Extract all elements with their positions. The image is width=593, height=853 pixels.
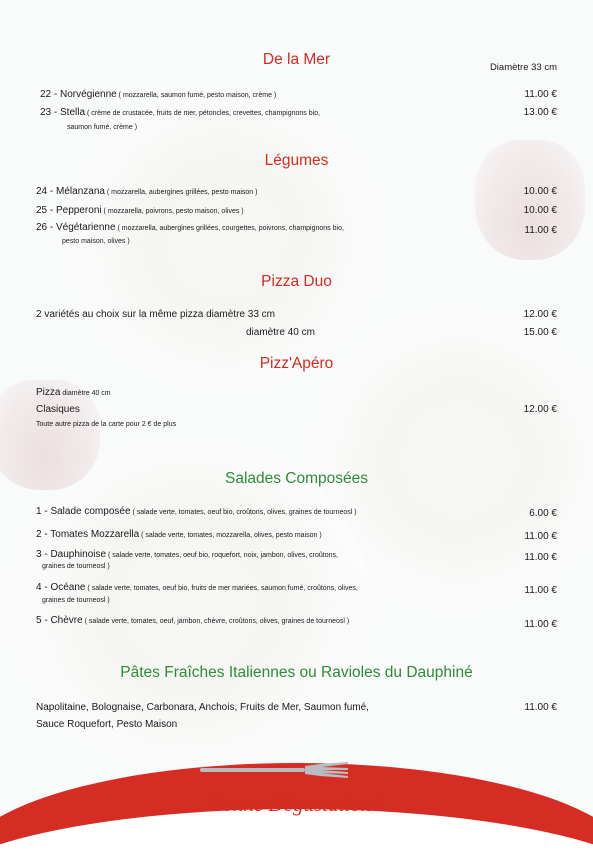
apero-classiques: Clasiques	[36, 404, 80, 415]
item-number: 22 -	[40, 89, 61, 100]
section-title-duo: Pizza Duo	[261, 273, 332, 290]
item-price: 11.00 €	[524, 552, 557, 563]
item-name: Norvégienne	[60, 89, 117, 100]
item-name: Salade composée	[50, 506, 131, 517]
apero-note: Toute autre pizza de la carte pour 2 € de plus	[36, 421, 177, 428]
menu-item	[36, 582, 358, 593]
menu-item	[36, 615, 349, 626]
item-description-cont: saumon fumé, crème )	[67, 124, 138, 131]
item-number: 2 -	[36, 529, 51, 540]
item-price: 13.00 €	[523, 107, 557, 118]
item-price: 11.00 €	[524, 619, 557, 630]
item-number: 1 -	[36, 506, 51, 517]
item-price: 10.00 €	[523, 205, 557, 216]
section-title-apero: Pizz'Apéro	[259, 355, 334, 372]
item-price: 10.00 €	[523, 186, 557, 197]
item-name: Pepperoni	[56, 205, 102, 216]
item-price: 12.00 €	[523, 404, 557, 415]
item-name: Tomates Mozzarella	[50, 529, 140, 540]
item-description: ( mozzarella, poivrons, pesto maison, olives )	[101, 208, 244, 215]
item-price: 15.00 €	[523, 327, 557, 338]
item-number: 23 -	[40, 107, 61, 118]
diameter-note: Diamètre 33 cm	[489, 62, 557, 73]
item-description: ( salade verte, tomates, oeuf, jambon, chèvre, croûtons, olives, graines de tourneosl )	[82, 618, 350, 625]
item-name: Chèvre	[50, 615, 83, 626]
item-price: 11.00 €	[524, 702, 557, 713]
item-number: 4 -	[36, 582, 51, 593]
item-description: ( salade verte, tomates, oeuf bio, fruits de mer mariées, saumon fumé, croûtons, olives,	[85, 585, 358, 592]
section-title-legumes: Légumes	[264, 152, 329, 169]
menu-item	[36, 506, 357, 517]
apero-pizza-label: Pizza	[36, 387, 61, 398]
item-number: 26 -	[36, 222, 57, 233]
item-price: 6.00 €	[529, 508, 557, 519]
item-name: Océane	[50, 582, 86, 593]
menu-item	[40, 107, 320, 118]
menu-item	[36, 222, 344, 233]
item-number: 3 -	[36, 549, 51, 560]
item-name: Végétarienne	[56, 222, 116, 233]
duo-line-40: diamètre 40 cm	[246, 327, 315, 338]
item-price: 11.00 €	[524, 531, 557, 542]
item-description-cont: graines de tourneosl )	[42, 597, 110, 604]
pates-list-line2: Sauce Roquefort, Pesto Maison	[36, 719, 178, 730]
item-price: 11.00 €	[524, 89, 557, 100]
item-number: 24 -	[36, 186, 57, 197]
menu-item	[40, 89, 276, 100]
section-title-pates: Pâtes Fraîches Italiennes ou Ravioles du Dauphiné	[120, 664, 473, 681]
item-price: 11.00 €	[524, 585, 557, 596]
item-price: 12.00 €	[523, 309, 557, 320]
item-name: Mélanzana	[56, 186, 105, 197]
item-description-cont: graines de tourneosl )	[42, 563, 110, 570]
item-price: 11.00 €	[524, 225, 557, 236]
footer-bonne-degustation: Bonne Dégustation !	[209, 792, 384, 816]
item-description-cont: pesto maison, olives )	[62, 238, 130, 245]
menu-item	[36, 186, 257, 197]
menu-item	[36, 205, 244, 216]
section-title-mer: De la Mer	[262, 51, 331, 68]
item-description: ( mozzarella, aubergines grillées, pesto maison )	[104, 189, 258, 196]
item-description: ( salade verte, tomates, oeuf bio, roquefort, noix, jambon, olives, croûtons,	[106, 552, 338, 559]
item-description: ( crème de crustacée, fruits de mer, pétoncles, crevettes, champignons bio,	[85, 110, 321, 117]
item-description: ( mozzarella, aubergines grillées, courgettes, poivrons, champignons bio,	[115, 225, 344, 232]
item-description: ( salade verte, tomates, mozzarella, olives, pesto maison )	[139, 532, 322, 539]
pates-list-line1: Napolitaine, Bolognaise, Carbonara, Anchois, Fruits de Mer, Saumon fumé,	[36, 702, 369, 713]
apero-pizza	[36, 387, 111, 398]
item-description: ( mozzarella, saumon fumé, pesto maison, crème )	[116, 92, 277, 99]
apero-pizza-diameter: diamètre 40 cm	[60, 390, 111, 397]
item-description: ( salade verte, tomates, oeuf bio, croûtons, olives, graines de tourneosl )	[130, 509, 357, 516]
item-name: Stella	[60, 107, 86, 118]
item-number: 5 -	[36, 615, 51, 626]
section-title-salades: Salades Composées	[224, 470, 369, 487]
item-number: 25 -	[36, 205, 57, 216]
duo-line-33: 2 variétés au choix sur la même pizza diamètre 33 cm	[36, 309, 275, 320]
menu-item	[36, 549, 338, 560]
item-name: Dauphinoise	[50, 549, 107, 560]
menu-item	[36, 529, 322, 540]
